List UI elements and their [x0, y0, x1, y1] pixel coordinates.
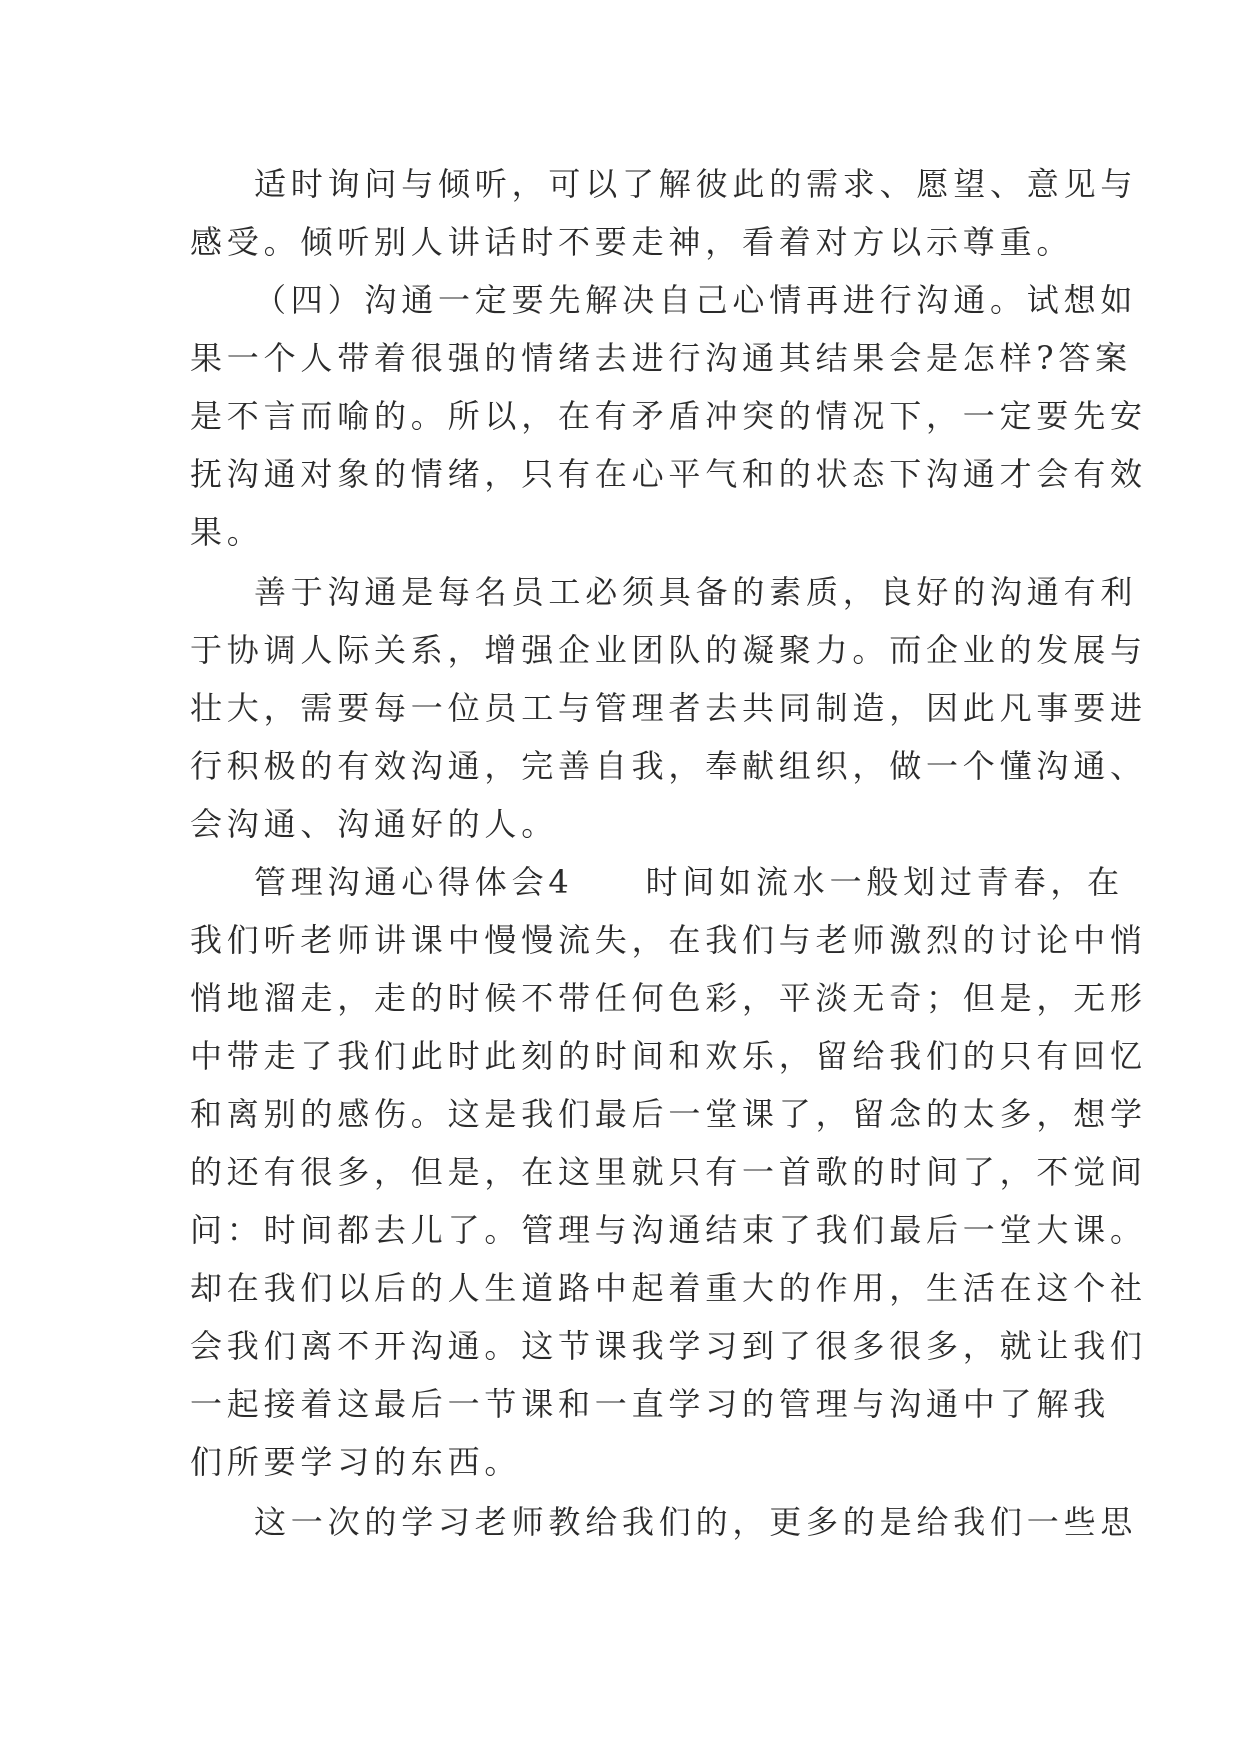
text-line: 们所要学习的东西。 [190, 1443, 522, 1481]
text-line: 于协调人际关系，增强企业团队的凝聚力。而企业的发展与 [190, 631, 1147, 669]
text-line: 这一次的学习老师教给我们的，更多的是给我们一些思 [254, 1503, 1138, 1541]
text-line: 果一个人带着很强的情绪去进行沟通其结果会是怎样?答案 [190, 339, 1132, 377]
text-line: 会我们离不开沟通。这节课我学习到了很多很多，就让我们 [190, 1327, 1147, 1365]
document-body [190, 155, 1147, 1551]
text-line: 壮大，需要每一位员工与管理者去共同制造，因此凡事要进 [190, 689, 1147, 727]
text-line: 行积极的有效沟通，完善自我，奉献组织，做一个懂沟通、 [190, 747, 1147, 785]
text-line: 问：时间都去儿了。管理与沟通结束了我们最后一堂大课。 [190, 1211, 1147, 1249]
text-line: 是不言而喻的。所以，在有矛盾冲突的情况下，一定要先安 [190, 397, 1147, 435]
section-heading: 管理沟通心得体会4 [254, 863, 574, 901]
section-heading-line [190, 853, 1124, 911]
text-line: 感受。倾听别人讲话时不要走神，看着对方以示尊重。 [190, 223, 1074, 261]
text-line: 会沟通、沟通好的人。 [190, 805, 559, 843]
text-line: 我们听老师讲课中慢慢流失，在我们与老师激烈的讨论中悄 [190, 921, 1147, 959]
text-line: 悄地溜走，走的时候不带任何色彩，平淡无奇；但是，无形 [190, 979, 1147, 1017]
text-line: 时间如流水一般划过青春，在 [645, 863, 1124, 901]
text-line: 和离别的感伤。这是我们最后一堂课了，留念的太多，想学 [190, 1095, 1147, 1133]
text-line: 善于沟通是每名员工必须具备的素质，良好的沟通有利 [254, 573, 1138, 611]
text-line: 却在我们以后的人生道路中起着重大的作用，生活在这个社 [190, 1269, 1147, 1307]
text-line: 中带走了我们此时此刻的时间和欢乐，留给我们的只有回忆 [190, 1037, 1147, 1075]
text-line: 适时询问与倾听，可以了解彼此的需求、愿望、意见与 [254, 165, 1138, 203]
text-line: 抚沟通对象的情绪，只有在心平气和的状态下沟通才会有效 [190, 455, 1147, 493]
text-line: 一起接着这最后一节课和一直学习的管理与沟通中了解我 [190, 1385, 1111, 1423]
text-line: 的还有很多，但是，在这里就只有一首歌的时间了，不觉间 [190, 1153, 1147, 1191]
text-line: （四）沟通一定要先解决自己心情再进行沟通。试想如 [254, 281, 1138, 319]
text-line: 果。 [190, 513, 264, 551]
